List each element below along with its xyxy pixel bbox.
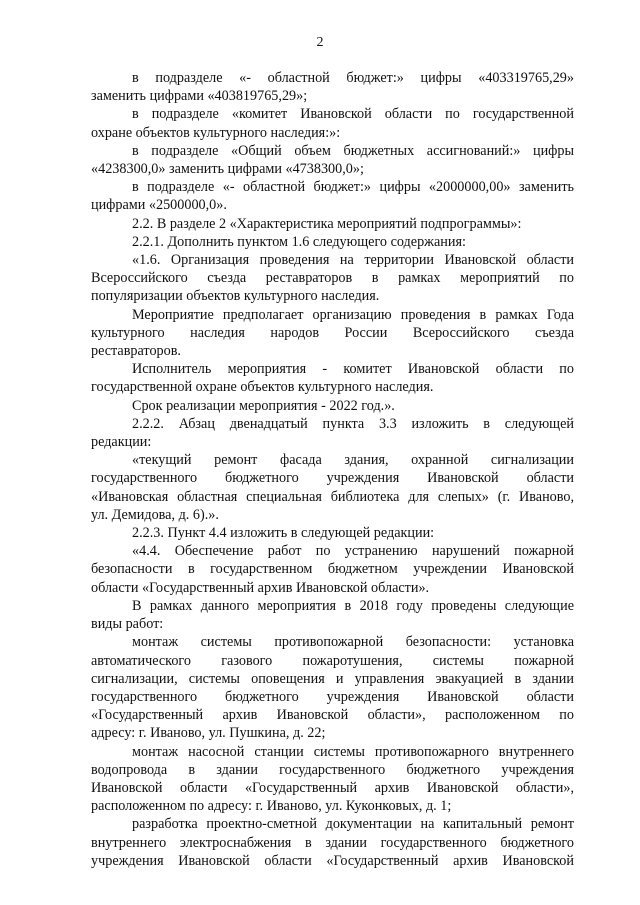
paragraph	[91, 397, 574, 415]
paragraph	[91, 743, 574, 816]
text-line: безопасности в государственном бюджетном учреждении Ивановской	[91, 561, 574, 578]
text-line: расположенном по адресу: г. Иваново, ул. Куконковых, д. 1;	[91, 798, 452, 815]
text-line: государственного бюджетного учреждения Ивановской области	[91, 470, 574, 487]
paragraph	[91, 451, 574, 524]
text-line: 2.2.1. Дополнить пунктом 1.6 следующего содержания:	[132, 233, 466, 250]
text-line: в подразделе «- областной бюджет:» цифры «403319765,29»	[132, 70, 574, 86]
text-line: Исполнитель мероприятия - комитет Ивановской области по	[132, 361, 574, 378]
text-line: области «Государственный архив Ивановской области».	[91, 579, 430, 596]
paragraph	[91, 633, 574, 742]
text-line: внутреннего электроснабжения в здании государственного бюджетного	[91, 834, 574, 851]
text-line: редакции:	[91, 434, 152, 451]
text-line: «4.4. Обеспечение работ по устранению нарушений пожарной	[132, 543, 574, 560]
text-line: монтаж системы противопожарной безопасности: установка	[132, 634, 574, 651]
text-line: заменить цифрами «403819765,29»;	[91, 88, 308, 105]
paragraph	[91, 178, 574, 214]
text-line: учреждения Ивановской области «Государственный архив Ивановской	[91, 852, 574, 869]
text-line: адресу: г. Иваново, ул. Пушкина, д. 22;	[91, 725, 326, 742]
paragraph	[91, 597, 574, 633]
paragraph	[91, 542, 574, 597]
paragraph	[91, 360, 574, 396]
text-line: «1.6. Организация проведения на территории Ивановской области	[132, 252, 574, 269]
paragraph	[91, 415, 574, 451]
text-line: сигнализации, системы оповещения и управления эвакуацией в здании	[91, 670, 574, 687]
text-line: водопровода в здании государственного бюджетного учреждения	[91, 761, 574, 778]
page-number: 2	[316, 35, 324, 50]
text-line: 2.2.2. Абзац двенадцатый пункта 3.3 изложить в следующей	[132, 415, 574, 432]
paragraph	[91, 215, 574, 233]
text-line: охране объектов культурного наследия:»:	[91, 124, 341, 141]
text-line: ул. Демидова, д. 6).».	[91, 506, 219, 523]
text-line: Мероприятие предполагает организацию проведения в рамках Года	[132, 306, 574, 323]
paragraph	[91, 251, 574, 306]
text-line: государственной охране объектов культурного наследия.	[91, 379, 434, 396]
text-line: В рамках данного мероприятия в 2018 году проведены следующие	[132, 597, 574, 614]
text-line: в подразделе «- областной бюджет:» цифры «2000000,00» заменить	[132, 179, 574, 196]
text-line: «текущий ремонт фасада здания, охранной сигнализации	[132, 452, 574, 469]
text-line: в подразделе «комитет Ивановской области по государственной	[132, 106, 574, 123]
paragraph	[91, 815, 574, 870]
paragraph	[91, 105, 574, 141]
paragraph	[91, 69, 574, 105]
text-line: в подразделе «Общий объем бюджетных ассигнований:» цифры	[132, 142, 574, 159]
paragraph	[91, 306, 574, 361]
text-line: разработка проектно-сметной документации на капитальный ремонт	[132, 816, 574, 833]
text-line: 2.2. В разделе 2 «Характеристика мероприятий подпрограммы»:	[132, 215, 522, 232]
text-line: 2.2.3. Пункт 4.4 изложить в следующей редакции:	[132, 525, 435, 542]
text-line: Ивановской области «Государственный архив Ивановской области»,	[91, 779, 574, 796]
text-line: монтаж насосной станции системы противопожарного внутреннего	[132, 743, 574, 760]
text-line: популяризации объектов культурного наследия.	[91, 288, 380, 305]
text-line: «Ивановская областная специальная библиотека для слепых» (г. Иваново,	[91, 488, 574, 505]
text-line: виды работ:	[91, 616, 164, 633]
document-body	[91, 69, 574, 870]
text-line: государственного бюджетного учреждения Ивановской области	[91, 688, 574, 705]
paragraph	[91, 233, 574, 251]
text-line: «Государственный архив Ивановской области», расположенном по	[91, 707, 574, 724]
text-line: культурного наследия народов России Всероссийского съезда	[91, 324, 574, 341]
paragraph	[91, 142, 574, 178]
text-line: «4238300,0» заменить цифрами «4738300,0»;	[91, 161, 364, 178]
paragraph	[91, 524, 574, 542]
text-line: автоматического газового пожаротушения, системы пожарной	[91, 652, 574, 669]
text-line: Срок реализации мероприятия - 2022 год.».	[132, 397, 395, 414]
text-line: реставраторов.	[91, 343, 181, 360]
text-line: цифрами «2500000,0».	[91, 197, 227, 214]
text-line: Всероссийского съезда реставраторов в рамках мероприятий по	[91, 270, 574, 287]
